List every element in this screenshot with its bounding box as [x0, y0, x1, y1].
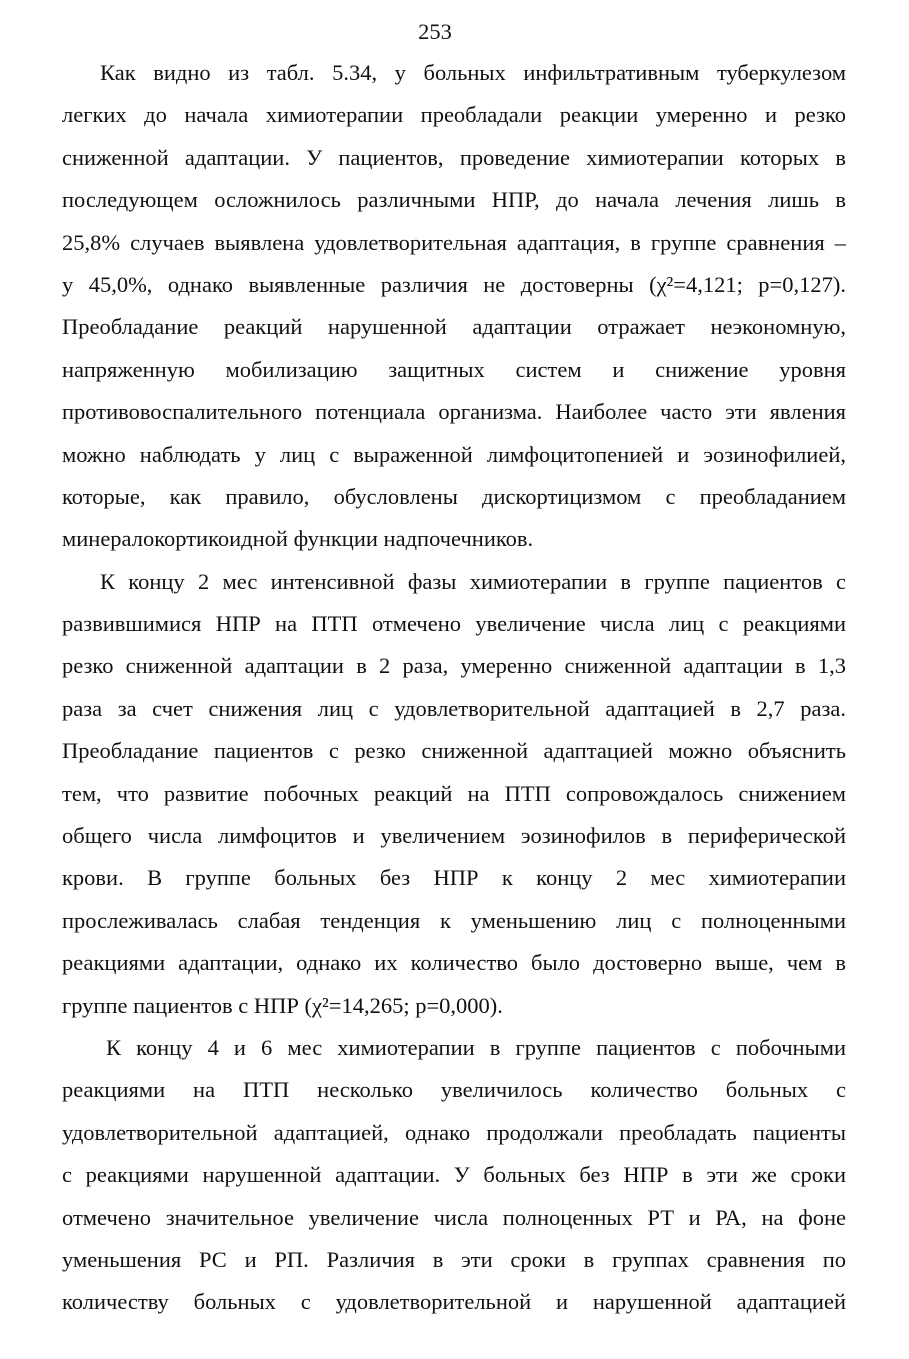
text-line: крови. В группе больных без НПР к концу 2 мес химиотерапии: [62, 865, 846, 891]
text-line: группе пациентов с НПР (χ²=14,265; p=0,000).: [62, 992, 503, 1018]
text-line: реакциями на ПТП несколько увеличилось количество больных с: [62, 1077, 846, 1103]
text-line: тем, что развитие побочных реакций на ПТП сопровождалось снижением: [62, 780, 846, 806]
text-line: общего числа лимфоцитов и увеличением эозинофилов в периферической: [62, 823, 846, 849]
text-line: последующем осложнилось различными НПР, до начала лечения лишь в: [62, 187, 846, 213]
text-line: уменьшения РС и РП. Различия в эти сроки в группах сравнения по: [62, 1246, 846, 1272]
body-text: [62, 52, 846, 1324]
paragraph: [62, 561, 846, 1027]
text-line: прослеживалась слабая тенденция к уменьшению лиц с полноценными: [62, 907, 846, 933]
page-number: 253: [418, 19, 452, 44]
text-line: Как видно из табл. 5.34, у больных инфильтративным туберкулезом: [100, 60, 846, 85]
text-line: противовоспалительного потенциала организма. Наиболее часто эти явления: [62, 399, 846, 425]
text-line: которые, как правило, обусловлены дискортицизмом с преобладанием: [62, 483, 846, 509]
text-line: сниженной адаптации. У пациентов, проведение химиотерапии которых в: [62, 144, 846, 170]
paragraph: [62, 1027, 846, 1324]
text-line: реакциями адаптации, однако их количество было достоверно выше, чем в: [62, 950, 846, 976]
text-line: можно наблюдать у лиц с выраженной лимфоцитопенией и эозинофилией,: [62, 441, 846, 467]
text-line: раза за счет снижения лиц с удовлетворительной адаптацией в 2,7 раза.: [62, 695, 846, 721]
text-line: Преобладание пациентов с резко сниженной адаптацией можно объяснить: [62, 738, 846, 764]
text-line: легких до начала химиотерапии преобладали реакции умеренно и резко: [62, 102, 846, 128]
text-line: К концу 4 и 6 мес химиотерапии в группе пациентов с побочными: [106, 1034, 846, 1060]
text-line: удовлетворительной адаптацией, однако продолжали преобладать пациенты: [62, 1119, 846, 1145]
text-line: минералокортикоидной функции надпочечников.: [62, 526, 534, 552]
paragraph: [62, 52, 846, 561]
text-line: развившимися НПР на ПТП отмечено увеличение числа лиц с реакциями: [62, 611, 846, 637]
text-line: с реакциями нарушенной адаптации. У больных без НПР в эти же сроки: [62, 1162, 846, 1188]
text-line: резко сниженной адаптации в 2 раза, умеренно сниженной адаптации в 1,3: [62, 653, 846, 679]
text-line: 25,8% случаев выявлена удовлетворительная адаптация, в группе сравнения –: [62, 229, 846, 255]
text-line: напряженную мобилизацию защитных систем и снижение уровня: [62, 356, 846, 382]
text-line: количеству больных с удовлетворительной и нарушенной адаптацией: [62, 1289, 846, 1315]
text-line: у 45,0%, однако выявленные различия не достоверны (χ²=4,121; p=0,127).: [62, 271, 846, 297]
text-line: К концу 2 мес интенсивной фазы химиотерапии в группе пациентов с: [100, 568, 846, 594]
text-line: отмечено значительное увеличение числа полноценных РТ и РА, на фоне: [62, 1204, 846, 1230]
text-line: Преобладание реакций нарушенной адаптации отражает неэкономную,: [62, 314, 846, 340]
